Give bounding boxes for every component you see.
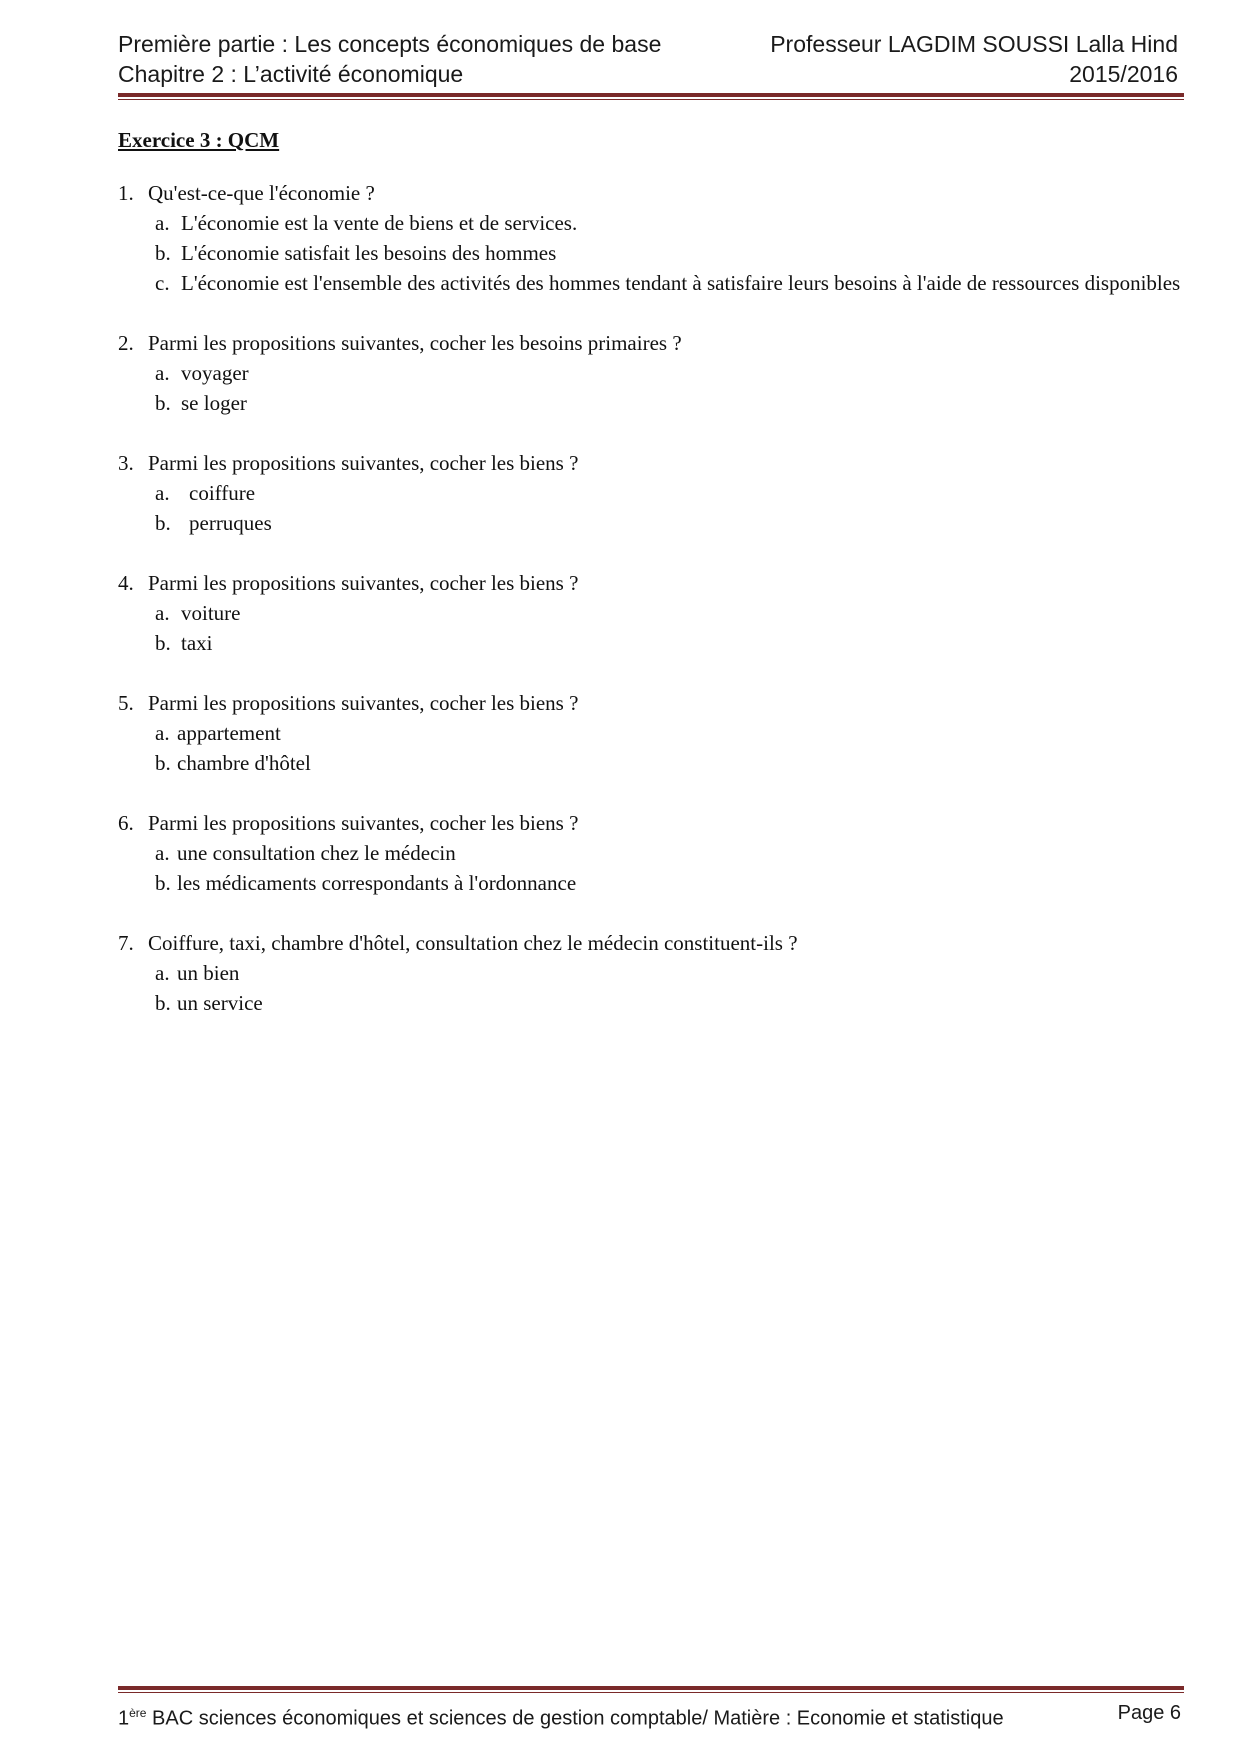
option-b[interactable] — [155, 868, 1188, 898]
option-b[interactable] — [155, 388, 1188, 418]
footer-rule-thick — [118, 1686, 1184, 1690]
option-text: un bien — [177, 961, 240, 985]
header-rule-thin — [118, 99, 1184, 100]
header-teacher: Professeur LAGDIM SOUSSI Lalla Hind — [770, 31, 1178, 57]
option-label: a. — [155, 841, 170, 865]
question-text: Parmi les propositions suivantes, cocher les besoins primaires ? — [148, 331, 682, 355]
option-text: voiture — [181, 601, 241, 625]
question-number: 4. — [118, 571, 134, 595]
option-text: L'économie satisfait les besoins des hommes — [181, 241, 557, 265]
option-label: b. — [155, 871, 171, 895]
option-label: a. — [155, 721, 170, 745]
page-header — [118, 29, 1178, 89]
option-a[interactable] — [155, 838, 1188, 868]
question-1 — [118, 178, 1188, 298]
header-chapter: Chapitre 2 : L’activité économique — [118, 61, 464, 87]
option-text: coiffure — [189, 481, 256, 505]
option-a[interactable] — [155, 478, 1188, 508]
question-3 — [118, 448, 1188, 538]
option-label: b. — [155, 511, 171, 535]
question-6 — [118, 808, 1188, 898]
option-b[interactable] — [155, 238, 1188, 268]
option-text: L'économie est l'ensemble des activités des hommes tendant à satisfaire leurs besoins à l'aide de ressources disponibles — [181, 271, 1181, 295]
option-a[interactable] — [155, 208, 1188, 238]
option-b[interactable] — [155, 628, 1188, 658]
option-label: b. — [155, 391, 171, 415]
question-text: Qu'est-ce-que l'économie ? — [148, 181, 375, 205]
header-rule-thick — [118, 93, 1184, 97]
footer-course — [118, 1698, 1004, 1734]
option-label: a. — [155, 361, 170, 385]
option-text: se loger — [181, 391, 247, 415]
option-c[interactable] — [155, 268, 1188, 298]
option-a[interactable] — [155, 958, 1188, 988]
option-label: a. — [155, 601, 170, 625]
question-2 — [118, 328, 1188, 418]
option-text: voyager — [181, 361, 249, 385]
option-label: c. — [155, 271, 170, 295]
option-a[interactable] — [155, 718, 1188, 748]
header-year: 2015/2016 — [1069, 61, 1178, 87]
option-text: taxi — [181, 631, 213, 655]
option-label: b. — [155, 991, 171, 1015]
option-label: a. — [155, 961, 170, 985]
qcm-list — [118, 178, 1188, 1048]
option-b[interactable] — [155, 508, 1188, 538]
option-text: un service — [177, 991, 263, 1015]
question-text: Parmi les propositions suivantes, cocher les biens ? — [148, 811, 579, 835]
question-number: 5. — [118, 691, 134, 715]
question-number: 3. — [118, 451, 134, 475]
question-text: Parmi les propositions suivantes, cocher les biens ? — [148, 691, 579, 715]
footer-text: BAC sciences économiques et sciences de gestion comptable/ Matière : Economie et statistique — [146, 1707, 1004, 1730]
option-text: les médicaments correspondants à l'ordonnance — [177, 871, 577, 895]
option-text: perruques — [189, 511, 272, 535]
question-7 — [118, 928, 1188, 1018]
page-footer — [118, 1698, 1181, 1734]
footer-level: 1 — [118, 1707, 130, 1730]
option-text: appartement — [177, 721, 281, 745]
option-b[interactable] — [155, 748, 1188, 778]
option-label: b. — [155, 241, 171, 265]
option-a[interactable] — [155, 358, 1188, 388]
option-label: a. — [155, 481, 170, 505]
question-number: 6. — [118, 811, 134, 835]
option-label: b. — [155, 751, 171, 775]
option-label: a. — [155, 211, 170, 235]
page-number: Page 6 — [1117, 1702, 1181, 1724]
question-5 — [118, 688, 1188, 778]
question-text: Parmi les propositions suivantes, cocher les biens ? — [148, 451, 579, 475]
question-text: Parmi les propositions suivantes, cocher les biens ? — [148, 571, 579, 595]
exercise-title: Exercice 3 : QCM — [118, 128, 280, 152]
question-number: 2. — [118, 331, 134, 355]
question-text: Coiffure, taxi, chambre d'hôtel, consultation chez le médecin constituent-ils ? — [148, 931, 798, 955]
option-a[interactable] — [155, 598, 1188, 628]
option-text: une consultation chez le médecin — [177, 841, 456, 865]
option-b[interactable] — [155, 988, 1188, 1018]
option-text: chambre d'hôtel — [177, 751, 311, 775]
header-part: Première partie : Les concepts économiques de base — [118, 31, 662, 57]
footer-level-suffix: ère — [129, 1706, 147, 1720]
option-label: b. — [155, 631, 171, 655]
question-number: 1. — [118, 181, 134, 205]
question-4 — [118, 568, 1188, 658]
footer-rule-thin — [118, 1692, 1184, 1693]
question-number: 7. — [118, 931, 134, 955]
option-text: L'économie est la vente de biens et de services. — [181, 211, 578, 235]
